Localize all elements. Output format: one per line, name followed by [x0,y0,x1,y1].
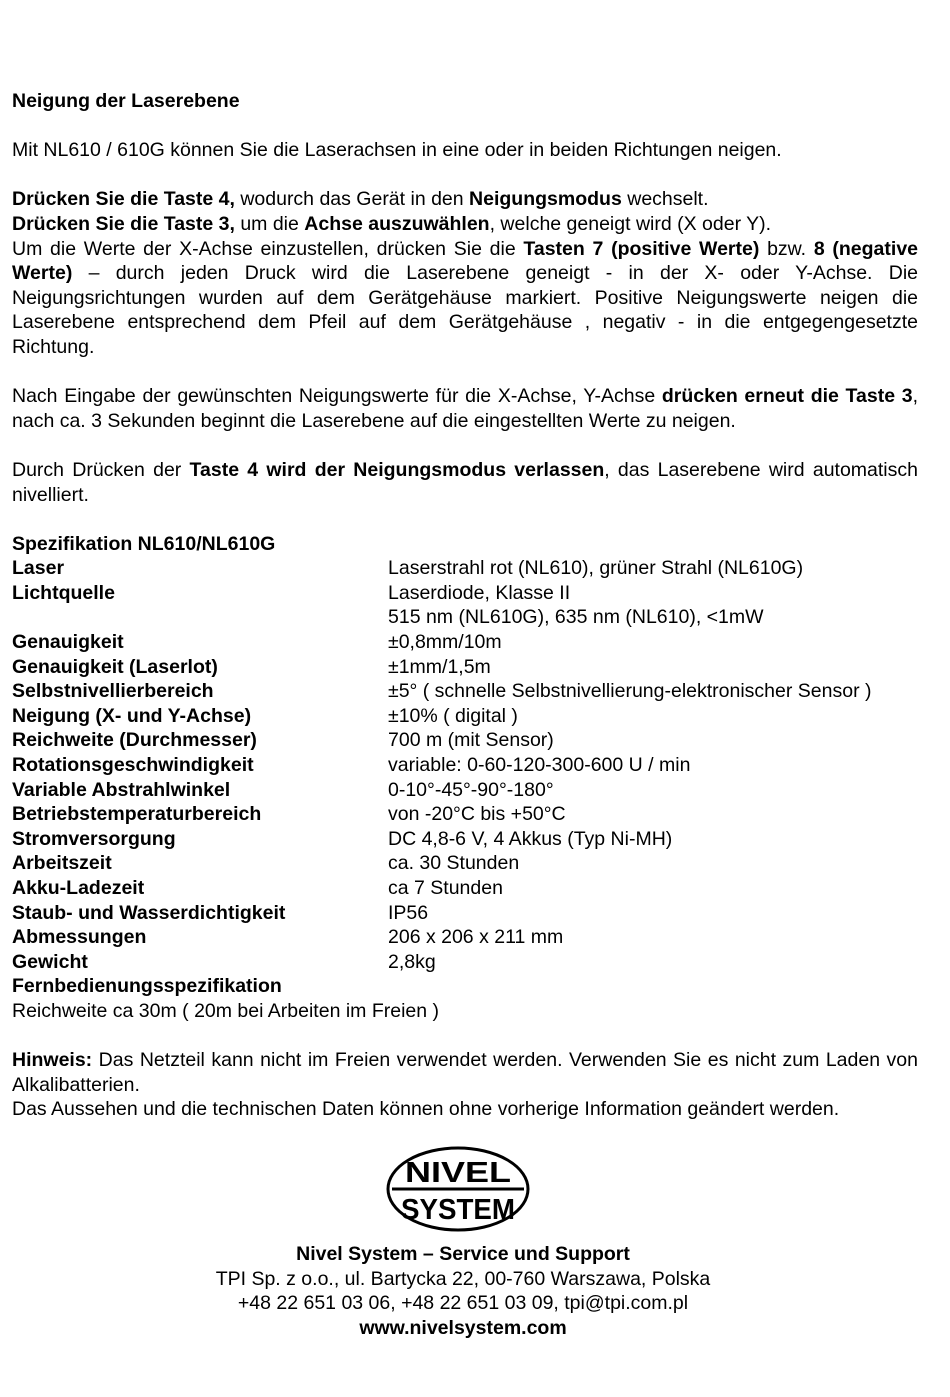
spec-label: Selbstnivellierbereich [12,680,214,703]
instruction-exit: Durch Drücken der Taste 4 wird der Neigungsmodus verlassen, das Laserebene wird automatisch nivelliert. [12,458,918,506]
spec-label: Variable Abstrahlwinkel [12,778,231,801]
spec-row [12,925,918,950]
footer-contact: +48 22 651 03 06, +48 22 651 03 09, tpi@tpi.com.pl [237,1292,689,1315]
spec-value: Laserstrahl rot (NL610), grüner Strahl (NL610G) [388,557,804,580]
spec-value: 700 m (mit Sensor) [388,729,554,752]
spec-row [12,753,918,778]
section-heading: Neigung der Laserebene [12,90,240,112]
disclaimer: Das Aussehen und die technischen Daten können ohne vorherige Information geändert werden. [12,1098,840,1121]
nivel-system-logo [386,1146,530,1232]
spec-row [12,950,918,975]
logo-text-nivel: NIVEL [405,1157,511,1189]
logo-text-system: SYSTEM [401,1194,515,1226]
instruction-taste-3: Drücken Sie die Taste 3, um die Achse auszuwählen, welche geneigt wird (X oder Y). [12,212,772,235]
spec-value: 2,8kg [388,950,436,973]
spec-value: ca. 30 Stunden [388,852,520,875]
spec-value: variable: 0-60-120-300-600 U / min [388,754,691,777]
note-paragraph: Hinweis: Das Netzteil kann nicht im Freien verwendet werden. Verwenden Sie es nicht zum Laden von Alkalibatterien. [12,1049,918,1096]
spec-row [12,827,918,852]
spec-label: Reichweite (Durchmesser) [12,729,257,752]
spec-title: Spezifikation NL610/NL610G [12,532,276,555]
spec-row [12,901,918,926]
spec-value: ±5° ( schnelle Selbstnivellierung-elektronischer Sensor ) [388,680,872,703]
spec-row [12,802,918,827]
spec-row [12,630,918,655]
spec-row [12,851,918,876]
footer-website: www.nivelsystem.com [359,1316,567,1339]
spec-value: 0-10°-45°-90°-180° [388,778,554,801]
spec-value: DC 4,8-6 V, 4 Akkus (Typ Ni-MH) [388,827,673,850]
remote-text: Reichweite ca 30m ( 20m bei Arbeiten im Freien ) [12,999,440,1022]
document-body [12,89,918,1122]
spec-value: ±10% ( digital ) [388,704,518,727]
spec-label [12,605,388,630]
spec-row [12,581,918,606]
spec-value: ca 7 Stunden [388,877,503,899]
spec-value: 515 nm (NL610G), 635 nm (NL610), <1mW [388,606,764,629]
spec-row [12,778,918,803]
footer-address: TPI Sp. z o.o., ul. Bartycka 22, 00-760 Warszawa, Polska [215,1267,711,1290]
spec-label: Rotationsgeschwindigkeit [12,754,254,777]
spec-row [12,704,918,729]
spec-value: Laserdiode, Klasse II [388,581,571,604]
footer-title: Nivel System – Service und Support [296,1243,630,1265]
footer [0,1242,926,1340]
spec-label: Lichtquelle [12,581,115,604]
spec-row [12,556,918,581]
spec-label: Arbeitszeit [12,852,112,875]
spec-row [12,605,918,630]
instruction-confirm: Nach Eingabe der gewünschten Neigungswerte für die X-Achse, Y-Achse drücken erneut die Taste 3, nach ca. 3 Sekunden beginnt die Laserebene auf die eingestellten Werte zu neigen. [12,385,918,432]
spec-label: Laser [12,557,65,580]
spec-row [12,876,918,901]
spec-label: Staub- und Wasserdichtigkeit [12,901,286,924]
spec-value: IP56 [388,901,429,924]
spec-table [12,556,918,974]
spec-label: Stromversorgung [12,827,176,850]
spec-value: 206 x 206 x 211 mm [388,926,564,949]
spec-value: ±1mm/1,5m [388,655,491,678]
spec-label: Abmessungen [12,926,147,949]
spec-row [12,679,918,704]
instruction-x-axis: Um die Werte der X-Achse einzustellen, drücken Sie die Tasten 7 (positive Werte) bzw. 8 (negative Werte) – durch jeden Druck wird die Laserebene geneigt - in der X- oder Y-Achse. Die Neigungsrichtungen wurden auf dem Gerätgehäuse markiert. Positive Neigungswerte neigen die Laserebene entsprechend dem Pfeil auf dem Gerätgehäuse , negativ - in die entgegengesetzte Richtung. [12,237,919,358]
spec-label: Neigung (X- und Y-Achse) [12,704,252,727]
spec-label: Genauigkeit [12,631,124,654]
spec-label: Betriebstemperaturbereich [12,803,262,826]
spec-label: Genauigkeit (Laserlot) [12,655,218,678]
spec-row [12,655,918,680]
spec-label: Akku-Ladezeit [12,877,145,899]
spec-label: Gewicht [12,950,88,973]
spec-value: ±0,8mm/10m [388,631,502,654]
intro-paragraph: Mit NL610 / 610G können Sie die Laserachsen in eine oder in beiden Richtungen neigen. [12,139,782,162]
remote-title: Fernbedienungsspezifikation [12,975,282,998]
spec-value: von -20°C bis +50°C [388,803,566,826]
instruction-taste-4: Drücken Sie die Taste 4, wodurch das Gerät in den Neigungsmodus wechselt. [12,188,709,211]
spec-row [12,728,918,753]
